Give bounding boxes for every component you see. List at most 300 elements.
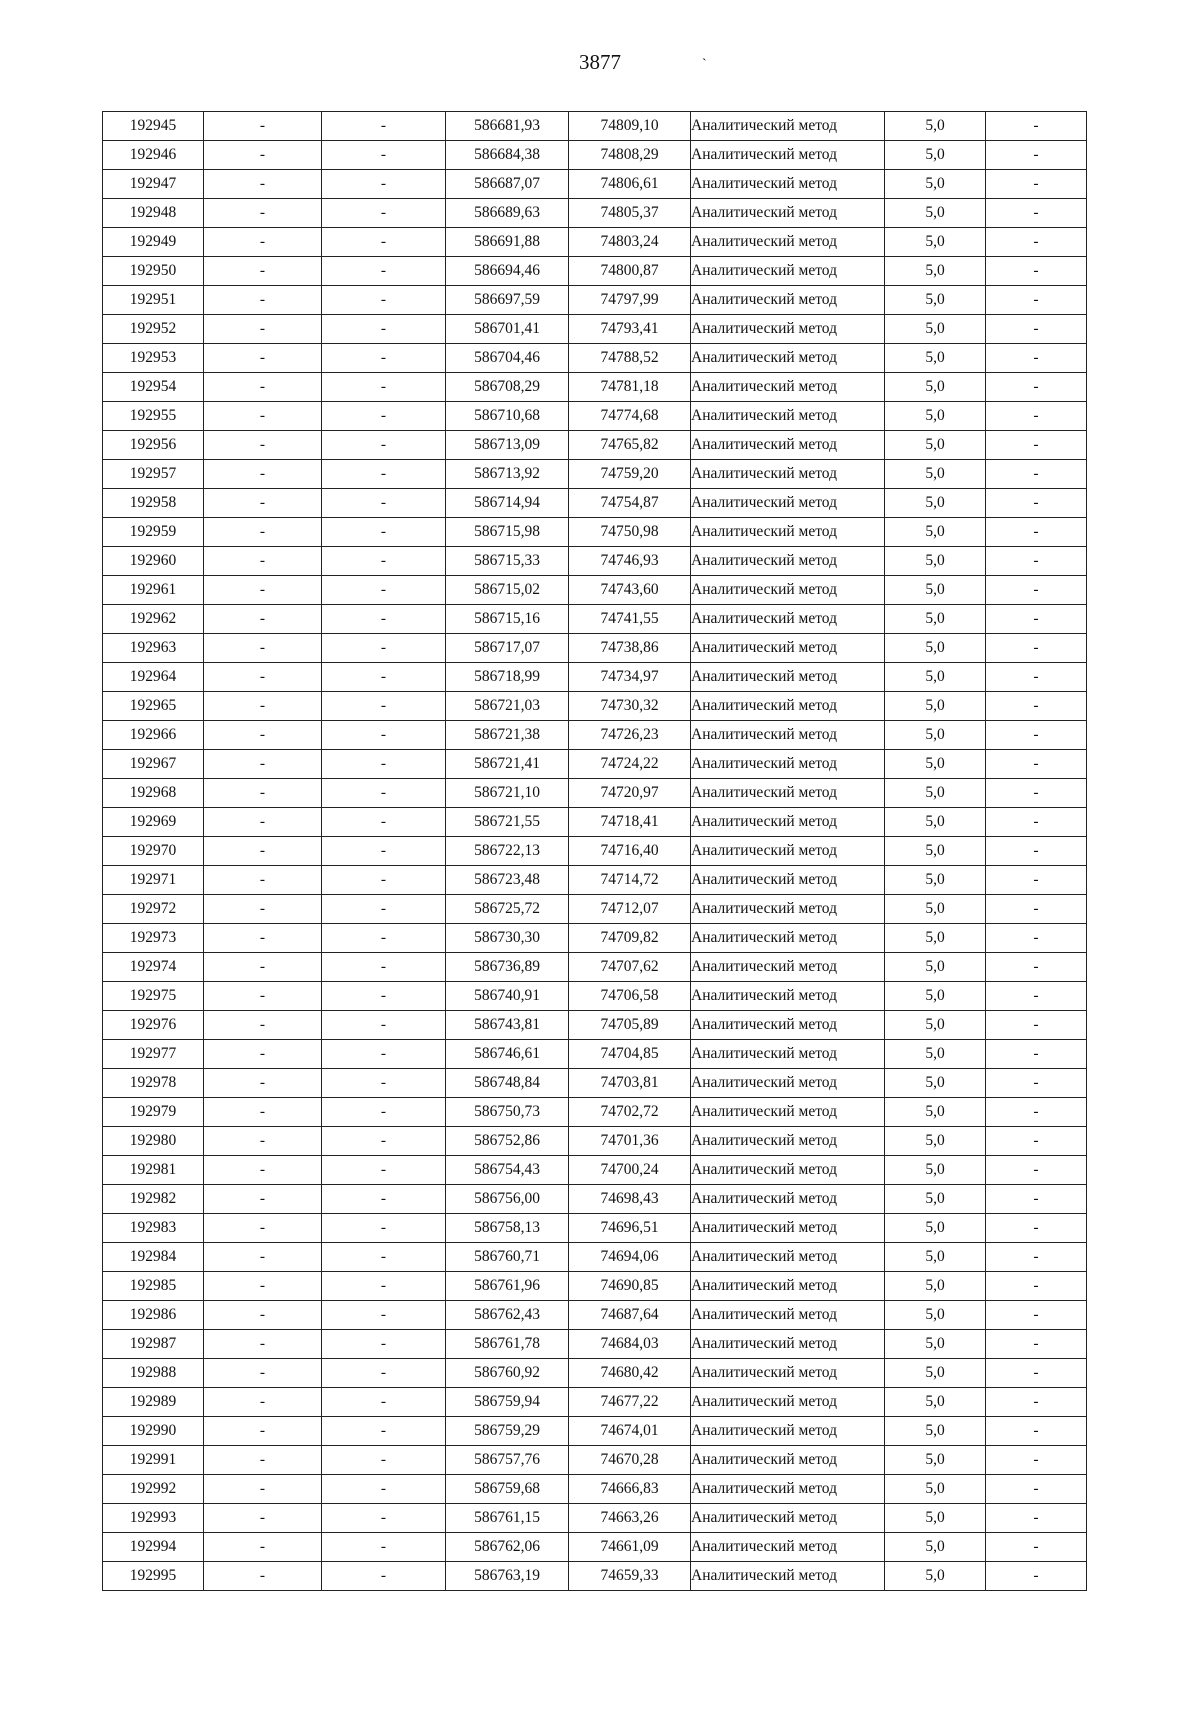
empty-value-cell: - [986, 344, 1087, 373]
method-cell: Аналитический метод [691, 1069, 885, 1098]
accuracy-cell: 5,0 [885, 866, 986, 895]
method-cell: Аналитический метод [691, 199, 885, 228]
x-coordinate-cell: 586746,61 [446, 1040, 569, 1069]
table-row [103, 1069, 1087, 1098]
empty-value-cell: - [986, 199, 1087, 228]
empty-value-cell: - [204, 1301, 322, 1330]
method-cell: Аналитический метод [691, 431, 885, 460]
empty-value-cell: - [322, 837, 446, 866]
accuracy-cell: 5,0 [885, 518, 986, 547]
y-coordinate-cell: 74806,61 [569, 170, 691, 199]
empty-value-cell: - [204, 1040, 322, 1069]
empty-value-cell: - [322, 1272, 446, 1301]
table-row [103, 1040, 1087, 1069]
x-coordinate-cell: 586757,76 [446, 1446, 569, 1475]
empty-value-cell: - [986, 924, 1087, 953]
y-coordinate-cell: 74720,97 [569, 779, 691, 808]
x-coordinate-cell: 586704,46 [446, 344, 569, 373]
table-row [103, 402, 1087, 431]
point-id-cell: 192995 [103, 1562, 204, 1591]
method-cell: Аналитический метод [691, 460, 885, 489]
empty-value-cell: - [986, 1301, 1087, 1330]
x-coordinate-cell: 586721,03 [446, 692, 569, 721]
empty-value-cell: - [986, 315, 1087, 344]
accuracy-cell: 5,0 [885, 286, 986, 315]
x-coordinate-cell: 586759,94 [446, 1388, 569, 1417]
empty-value-cell: - [322, 518, 446, 547]
accuracy-cell: 5,0 [885, 460, 986, 489]
y-coordinate-cell: 74781,18 [569, 373, 691, 402]
method-cell: Аналитический метод [691, 663, 885, 692]
y-coordinate-cell: 74793,41 [569, 315, 691, 344]
empty-value-cell: - [204, 866, 322, 895]
table-row [103, 1359, 1087, 1388]
method-cell: Аналитический метод [691, 170, 885, 199]
empty-value-cell: - [204, 1185, 322, 1214]
point-id-cell: 192983 [103, 1214, 204, 1243]
method-cell: Аналитический метод [691, 1359, 885, 1388]
empty-value-cell: - [986, 1475, 1087, 1504]
empty-value-cell: - [986, 779, 1087, 808]
empty-value-cell: - [322, 315, 446, 344]
point-id-cell: 192992 [103, 1475, 204, 1504]
empty-value-cell: - [322, 460, 446, 489]
point-id-cell: 192976 [103, 1011, 204, 1040]
empty-value-cell: - [322, 489, 446, 518]
empty-value-cell: - [204, 489, 322, 518]
empty-value-cell: - [986, 1185, 1087, 1214]
x-coordinate-cell: 586759,68 [446, 1475, 569, 1504]
accuracy-cell: 5,0 [885, 1127, 986, 1156]
method-cell: Аналитический метод [691, 1040, 885, 1069]
method-cell: Аналитический метод [691, 112, 885, 141]
method-cell: Аналитический метод [691, 924, 885, 953]
empty-value-cell: - [204, 460, 322, 489]
empty-value-cell: - [322, 547, 446, 576]
empty-value-cell: - [322, 1330, 446, 1359]
y-coordinate-cell: 74809,10 [569, 112, 691, 141]
accuracy-cell: 5,0 [885, 431, 986, 460]
x-coordinate-cell: 586761,15 [446, 1504, 569, 1533]
y-coordinate-cell: 74703,81 [569, 1069, 691, 1098]
empty-value-cell: - [986, 170, 1087, 199]
method-cell: Аналитический метод [691, 228, 885, 257]
empty-value-cell: - [204, 1069, 322, 1098]
table-row [103, 286, 1087, 315]
empty-value-cell: - [322, 663, 446, 692]
table-row [103, 1388, 1087, 1417]
x-coordinate-cell: 586748,84 [446, 1069, 569, 1098]
accuracy-cell: 5,0 [885, 1272, 986, 1301]
empty-value-cell: - [986, 1272, 1087, 1301]
empty-value-cell: - [204, 1272, 322, 1301]
method-cell: Аналитический метод [691, 982, 885, 1011]
y-coordinate-cell: 74714,72 [569, 866, 691, 895]
y-coordinate-cell: 74805,37 [569, 199, 691, 228]
y-coordinate-cell: 74702,72 [569, 1098, 691, 1127]
accuracy-cell: 5,0 [885, 1214, 986, 1243]
empty-value-cell: - [322, 721, 446, 750]
empty-value-cell: - [322, 605, 446, 634]
point-id-cell: 192958 [103, 489, 204, 518]
point-id-cell: 192994 [103, 1533, 204, 1562]
x-coordinate-cell: 586761,96 [446, 1272, 569, 1301]
empty-value-cell: - [322, 1504, 446, 1533]
empty-value-cell: - [322, 141, 446, 170]
method-cell: Аналитический метод [691, 1301, 885, 1330]
table-row [103, 1011, 1087, 1040]
point-id-cell: 192952 [103, 315, 204, 344]
empty-value-cell: - [986, 837, 1087, 866]
accuracy-cell: 5,0 [885, 924, 986, 953]
y-coordinate-cell: 74663,26 [569, 1504, 691, 1533]
x-coordinate-cell: 586715,16 [446, 605, 569, 634]
method-cell: Аналитический метод [691, 866, 885, 895]
empty-value-cell: - [322, 634, 446, 663]
x-coordinate-cell: 586725,72 [446, 895, 569, 924]
table-row [103, 837, 1087, 866]
point-id-cell: 192951 [103, 286, 204, 315]
method-cell: Аналитический метод [691, 1388, 885, 1417]
y-coordinate-cell: 74706,58 [569, 982, 691, 1011]
x-coordinate-cell: 586713,09 [446, 431, 569, 460]
accuracy-cell: 5,0 [885, 1243, 986, 1272]
point-id-cell: 192950 [103, 257, 204, 286]
table-row [103, 1243, 1087, 1272]
empty-value-cell: - [986, 1040, 1087, 1069]
accuracy-cell: 5,0 [885, 170, 986, 199]
y-coordinate-cell: 74774,68 [569, 402, 691, 431]
accuracy-cell: 5,0 [885, 489, 986, 518]
y-coordinate-cell: 74750,98 [569, 518, 691, 547]
y-coordinate-cell: 74709,82 [569, 924, 691, 953]
empty-value-cell: - [322, 953, 446, 982]
accuracy-cell: 5,0 [885, 1040, 986, 1069]
empty-value-cell: - [322, 895, 446, 924]
y-coordinate-cell: 74718,41 [569, 808, 691, 837]
y-coordinate-cell: 74687,64 [569, 1301, 691, 1330]
empty-value-cell: - [204, 1388, 322, 1417]
point-id-cell: 192969 [103, 808, 204, 837]
method-cell: Аналитический метод [691, 1562, 885, 1591]
empty-value-cell: - [986, 1011, 1087, 1040]
point-id-cell: 192966 [103, 721, 204, 750]
accuracy-cell: 5,0 [885, 750, 986, 779]
table-row [103, 1272, 1087, 1301]
y-coordinate-cell: 74677,22 [569, 1388, 691, 1417]
point-id-cell: 192971 [103, 866, 204, 895]
empty-value-cell: - [986, 1359, 1087, 1388]
empty-value-cell: - [322, 1417, 446, 1446]
empty-value-cell: - [986, 1243, 1087, 1272]
empty-value-cell: - [986, 1214, 1087, 1243]
method-cell: Аналитический метод [691, 605, 885, 634]
table-row [103, 460, 1087, 489]
point-id-cell: 192967 [103, 750, 204, 779]
point-id-cell: 192959 [103, 518, 204, 547]
stray-mark: ` [702, 57, 707, 72]
empty-value-cell: - [986, 518, 1087, 547]
x-coordinate-cell: 586763,19 [446, 1562, 569, 1591]
empty-value-cell: - [204, 1417, 322, 1446]
x-coordinate-cell: 586708,29 [446, 373, 569, 402]
method-cell: Аналитический метод [691, 1417, 885, 1446]
x-coordinate-cell: 586759,29 [446, 1417, 569, 1446]
method-cell: Аналитический метод [691, 1243, 885, 1272]
empty-value-cell: - [204, 1011, 322, 1040]
empty-value-cell: - [986, 721, 1087, 750]
accuracy-cell: 5,0 [885, 141, 986, 170]
empty-value-cell: - [986, 1388, 1087, 1417]
point-id-cell: 192974 [103, 953, 204, 982]
x-coordinate-cell: 586756,00 [446, 1185, 569, 1214]
empty-value-cell: - [204, 576, 322, 605]
accuracy-cell: 5,0 [885, 1388, 986, 1417]
table-row [103, 721, 1087, 750]
point-id-cell: 192947 [103, 170, 204, 199]
table-row [103, 1562, 1087, 1591]
accuracy-cell: 5,0 [885, 895, 986, 924]
y-coordinate-cell: 74704,85 [569, 1040, 691, 1069]
x-coordinate-cell: 586721,10 [446, 779, 569, 808]
point-id-cell: 192984 [103, 1243, 204, 1272]
table-row [103, 228, 1087, 257]
method-cell: Аналитический метод [691, 402, 885, 431]
point-id-cell: 192989 [103, 1388, 204, 1417]
table-row [103, 1301, 1087, 1330]
empty-value-cell: - [986, 663, 1087, 692]
accuracy-cell: 5,0 [885, 1562, 986, 1591]
y-coordinate-cell: 74746,93 [569, 547, 691, 576]
y-coordinate-cell: 74712,07 [569, 895, 691, 924]
table-row [103, 547, 1087, 576]
empty-value-cell: - [204, 634, 322, 663]
table-row [103, 1504, 1087, 1533]
table-row [103, 1446, 1087, 1475]
empty-value-cell: - [204, 518, 322, 547]
empty-value-cell: - [204, 895, 322, 924]
empty-value-cell: - [322, 402, 446, 431]
table-row [103, 1185, 1087, 1214]
y-coordinate-cell: 74690,85 [569, 1272, 691, 1301]
x-coordinate-cell: 586713,92 [446, 460, 569, 489]
empty-value-cell: - [322, 199, 446, 228]
point-id-cell: 192987 [103, 1330, 204, 1359]
point-id-cell: 192954 [103, 373, 204, 402]
empty-value-cell: - [986, 1504, 1087, 1533]
accuracy-cell: 5,0 [885, 1156, 986, 1185]
method-cell: Аналитический метод [691, 1011, 885, 1040]
table-row [103, 605, 1087, 634]
accuracy-cell: 5,0 [885, 1359, 986, 1388]
empty-value-cell: - [204, 1359, 322, 1388]
empty-value-cell: - [322, 1533, 446, 1562]
page-number: 3877 [579, 50, 621, 74]
empty-value-cell: - [322, 1388, 446, 1417]
x-coordinate-cell: 586760,71 [446, 1243, 569, 1272]
empty-value-cell: - [322, 286, 446, 315]
empty-value-cell: - [204, 170, 322, 199]
y-coordinate-cell: 74800,87 [569, 257, 691, 286]
table-row [103, 112, 1087, 141]
table-row [103, 518, 1087, 547]
method-cell: Аналитический метод [691, 1098, 885, 1127]
empty-value-cell: - [986, 982, 1087, 1011]
empty-value-cell: - [986, 1330, 1087, 1359]
x-coordinate-cell: 586762,06 [446, 1533, 569, 1562]
point-id-cell: 192949 [103, 228, 204, 257]
y-coordinate-cell: 74741,55 [569, 605, 691, 634]
empty-value-cell: - [986, 605, 1087, 634]
method-cell: Аналитический метод [691, 750, 885, 779]
accuracy-cell: 5,0 [885, 1504, 986, 1533]
accuracy-cell: 5,0 [885, 112, 986, 141]
y-coordinate-cell: 74726,23 [569, 721, 691, 750]
method-cell: Аналитический метод [691, 1533, 885, 1562]
table-row [103, 489, 1087, 518]
table-row [103, 1533, 1087, 1562]
point-id-cell: 192956 [103, 431, 204, 460]
y-coordinate-cell: 74674,01 [569, 1417, 691, 1446]
y-coordinate-cell: 74808,29 [569, 141, 691, 170]
x-coordinate-cell: 586689,63 [446, 199, 569, 228]
method-cell: Аналитический метод [691, 1127, 885, 1156]
table-row [103, 373, 1087, 402]
coordinates-table [102, 111, 1087, 1591]
point-id-cell: 192986 [103, 1301, 204, 1330]
empty-value-cell: - [204, 1214, 322, 1243]
y-coordinate-cell: 74696,51 [569, 1214, 691, 1243]
x-coordinate-cell: 586754,43 [446, 1156, 569, 1185]
y-coordinate-cell: 74716,40 [569, 837, 691, 866]
table-row [103, 344, 1087, 373]
x-coordinate-cell: 586736,89 [446, 953, 569, 982]
x-coordinate-cell: 586752,86 [446, 1127, 569, 1156]
y-coordinate-cell: 74730,32 [569, 692, 691, 721]
y-coordinate-cell: 74788,52 [569, 344, 691, 373]
method-cell: Аналитический метод [691, 721, 885, 750]
accuracy-cell: 5,0 [885, 982, 986, 1011]
empty-value-cell: - [986, 373, 1087, 402]
point-id-cell: 192953 [103, 344, 204, 373]
empty-value-cell: - [204, 315, 322, 344]
empty-value-cell: - [322, 866, 446, 895]
accuracy-cell: 5,0 [885, 1417, 986, 1446]
empty-value-cell: - [322, 1040, 446, 1069]
method-cell: Аналитический метод [691, 141, 885, 170]
empty-value-cell: - [204, 779, 322, 808]
x-coordinate-cell: 586743,81 [446, 1011, 569, 1040]
x-coordinate-cell: 586697,59 [446, 286, 569, 315]
empty-value-cell: - [204, 982, 322, 1011]
y-coordinate-cell: 74661,09 [569, 1533, 691, 1562]
accuracy-cell: 5,0 [885, 1533, 986, 1562]
y-coordinate-cell: 74670,28 [569, 1446, 691, 1475]
empty-value-cell: - [204, 1475, 322, 1504]
point-id-cell: 192955 [103, 402, 204, 431]
method-cell: Аналитический метод [691, 779, 885, 808]
table-row [103, 431, 1087, 460]
method-cell: Аналитический метод [691, 1214, 885, 1243]
empty-value-cell: - [204, 1446, 322, 1475]
method-cell: Аналитический метод [691, 1446, 885, 1475]
table-row [103, 953, 1087, 982]
accuracy-cell: 5,0 [885, 576, 986, 605]
table-row [103, 779, 1087, 808]
point-id-cell: 192978 [103, 1069, 204, 1098]
table-row [103, 1417, 1087, 1446]
point-id-cell: 192981 [103, 1156, 204, 1185]
point-id-cell: 192946 [103, 141, 204, 170]
y-coordinate-cell: 74680,42 [569, 1359, 691, 1388]
accuracy-cell: 5,0 [885, 721, 986, 750]
empty-value-cell: - [986, 1098, 1087, 1127]
y-coordinate-cell: 74659,33 [569, 1562, 691, 1591]
accuracy-cell: 5,0 [885, 1069, 986, 1098]
y-coordinate-cell: 74694,06 [569, 1243, 691, 1272]
empty-value-cell: - [204, 692, 322, 721]
method-cell: Аналитический метод [691, 953, 885, 982]
empty-value-cell: - [322, 1446, 446, 1475]
point-id-cell: 192948 [103, 199, 204, 228]
empty-value-cell: - [204, 373, 322, 402]
empty-value-cell: - [322, 808, 446, 837]
point-id-cell: 192961 [103, 576, 204, 605]
accuracy-cell: 5,0 [885, 199, 986, 228]
x-coordinate-cell: 586721,55 [446, 808, 569, 837]
empty-value-cell: - [204, 199, 322, 228]
empty-value-cell: - [986, 1417, 1087, 1446]
x-coordinate-cell: 586758,13 [446, 1214, 569, 1243]
empty-value-cell: - [322, 1098, 446, 1127]
x-coordinate-cell: 586684,38 [446, 141, 569, 170]
accuracy-cell: 5,0 [885, 1185, 986, 1214]
method-cell: Аналитический метод [691, 373, 885, 402]
x-coordinate-cell: 586717,07 [446, 634, 569, 663]
accuracy-cell: 5,0 [885, 1475, 986, 1504]
empty-value-cell: - [322, 1301, 446, 1330]
empty-value-cell: - [986, 1127, 1087, 1156]
table-row [103, 808, 1087, 837]
point-id-cell: 192963 [103, 634, 204, 663]
table-row [103, 315, 1087, 344]
empty-value-cell: - [322, 1475, 446, 1504]
empty-value-cell: - [986, 1069, 1087, 1098]
empty-value-cell: - [204, 431, 322, 460]
empty-value-cell: - [204, 1504, 322, 1533]
x-coordinate-cell: 586762,43 [446, 1301, 569, 1330]
empty-value-cell: - [986, 750, 1087, 779]
method-cell: Аналитический метод [691, 257, 885, 286]
empty-value-cell: - [322, 1359, 446, 1388]
point-id-cell: 192985 [103, 1272, 204, 1301]
y-coordinate-cell: 74698,43 [569, 1185, 691, 1214]
table-row [103, 634, 1087, 663]
x-coordinate-cell: 586761,78 [446, 1330, 569, 1359]
empty-value-cell: - [986, 112, 1087, 141]
method-cell: Аналитический метод [691, 315, 885, 344]
x-coordinate-cell: 586723,48 [446, 866, 569, 895]
y-coordinate-cell: 74734,97 [569, 663, 691, 692]
point-id-cell: 192970 [103, 837, 204, 866]
empty-value-cell: - [204, 1127, 322, 1156]
accuracy-cell: 5,0 [885, 344, 986, 373]
empty-value-cell: - [204, 547, 322, 576]
empty-value-cell: - [204, 605, 322, 634]
empty-value-cell: - [204, 257, 322, 286]
empty-value-cell: - [322, 1127, 446, 1156]
empty-value-cell: - [204, 228, 322, 257]
